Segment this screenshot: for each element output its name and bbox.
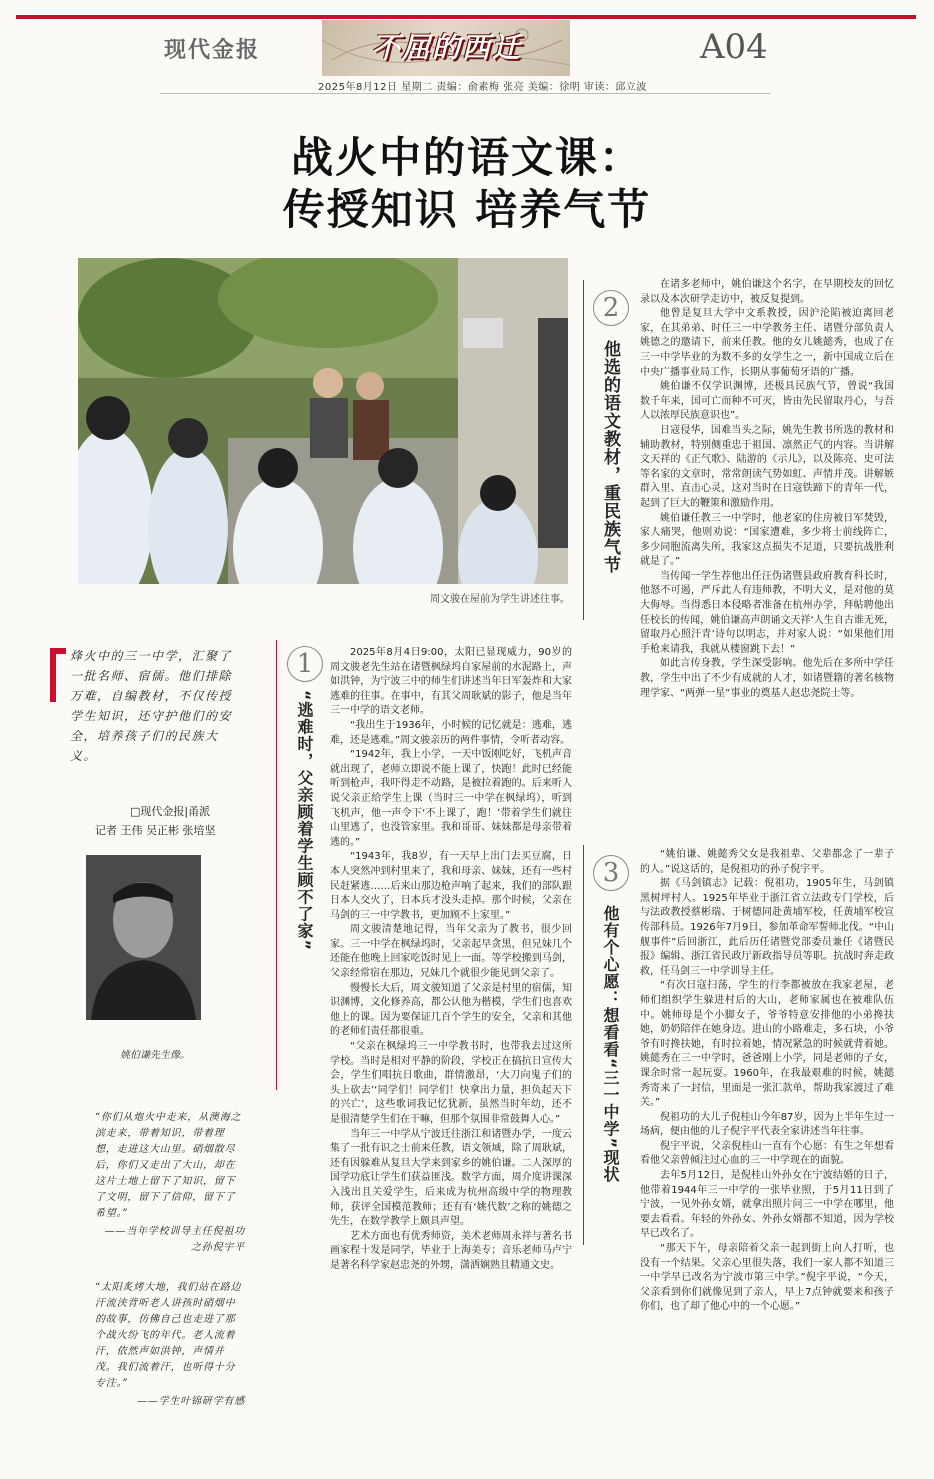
- portrait-figure: [86, 855, 201, 1020]
- quote-2: [95, 1280, 245, 1410]
- s2-paragraph: 姚伯谦任教三一中学时，他老家的住房被日军焚毁，家人痛哭，他则劝说：“国家遭难，多少将士前线阵亡，多少同胞流离失所，我家这点损失不足道，只要抗战胜利就是了。”: [640, 512, 894, 568]
- s1-paragraph: 周文骏清楚地记得，当年父亲为了教书，很少回家。三一中学在枫绿坞时，父亲起早贪黑，但兄妹几个还能在他晚上回家吃饭时见上一面。等学校搬到马剑，父亲经常宿在那边，兄妹几个就很少能见到父亲了。: [330, 924, 572, 980]
- headline-line-1: 战火中的语文课：: [290, 133, 643, 182]
- s3-paragraph: 倪祖功的大儿子倪桂山今年87岁，因为上半年生过一场病，便由他的儿子倪宇平代表全家讲述当年往事。: [640, 1111, 894, 1138]
- s3-paragraph: 据《马剑镇志》记载：倪祖功，1905年生，马剑镇黑树坪村人。1925年毕业于浙江省立法政专门学校，后与法政教授蔡彬瑞、于树德同赴黄埔军校，任黄埔军校宣传部科员。1926年7月9日，参加革命军誓师北伐。“中山舰事件”后回浙江，此后历任诸暨党部委员兼任《诸暨民报》编辑、浙江省民政厅新政指导员等职。抗战时奔走政救，任马剑三一中学训导主任。: [640, 878, 894, 977]
- s3-paragraph: “那天下午，母亲陪着父亲一起到街上向人打听，也没有一个结果。父亲心里很失落，我们一家人都不知道三一中学早已改名为宁波市第三中学。”倪宇平说，“今天，父亲看到你们就像见到了亲人，早上7点钟就要来和孩子你们，也了却了他心中的一个心愿。”: [640, 1243, 894, 1313]
- section-2-body: [640, 278, 894, 802]
- intro-corner-mark: [50, 648, 66, 702]
- section-2-number: 2: [593, 290, 629, 326]
- s3-paragraph: 去年5月12日，是倪桂山外孙女在宁波结婚的日子，他带着1944年三一中学的一张毕业照，于5月11日到了宁波，一见外孙女婿，就拿出照片问三一中学在哪里，他要去看看。年轻的外孙女、外孙女婿都不知道，因为学校早已改名了。: [640, 1170, 894, 1240]
- section-1-number: 1: [287, 646, 323, 682]
- section-1-title: “逃难时，父亲顾着学生顾不了家”: [295, 690, 314, 952]
- s2-paragraph: 如此言传身教，学生深受影响。他先后在多所中学任教，学生中出了不少有成就的人才，如诸暨籍的著名核物理学家、“两弹一星”事业的奠基人赵忠尧院士等。: [640, 658, 894, 699]
- reporters: 记者 王伟 吴正彬 张培坚: [95, 824, 216, 837]
- section-3-rule: [583, 845, 584, 1245]
- section-3-title: 他有个心愿：想看看“三一中学”现状: [601, 905, 620, 1184]
- s1-paragraph: 2025年8月4日9:00，太阳已显现威力，90岁的周文骏老先生站在诸暨枫绿坞自家屋前的水泥路上，声如洪钟，为宁波三中的师生们讲述当年日军轰炸和大家逃难的往事。在事中，有其父周耿斌的影子，他是当年三一中学的语文老师。: [330, 647, 572, 717]
- s3-paragraph: “姚伯谦、姚懿秀父女是我祖辈、父辈都念了一辈子的人。”说这话的，是倪祖功的孙子倪宇平。: [640, 849, 894, 875]
- photo-caption: 周文骏在屋前为学生讲述往事。: [430, 594, 570, 605]
- s2-paragraph: 姚伯谦不仅学识渊博，还极具民族气节，曾说“我国数千年来，国可亡而种不可灭，皆由先民留取丹心，与吾人以浓厚民族意识也”。: [640, 381, 894, 422]
- quote-1-text: “你们从炮火中走来，从澳海之滨走来，带着知识，带着理想，走进这大山里。硝烟散尽后，你们又走出了大山，却在这片土地上留下了知识，留下了文明，留下了信仰，留下了希望。”: [95, 1112, 242, 1219]
- section-3-body: [640, 848, 894, 1466]
- s2-paragraph: 日寇侵华，国难当头之际，姚先生教书所选的教材和辅助教材，特别侧重忠于祖国、凛然正气的内容。当讲解文天祥的《正气歌》、陆游的《示儿》，以及陈亮、史可法等名家的文章时，常常朗读气势如虹、声情并茂。讲解嫉群入里、直击心灵，这对当时在日寇铁蹄下的青年一代，起到了巨大的鞭策和激励作用。: [640, 424, 894, 509]
- masthead-rule: [160, 93, 770, 94]
- quote-1: [95, 1110, 245, 1256]
- section-2-title: 他选的语文教材，重民族气节: [600, 340, 620, 574]
- s2-paragraph: 当传闻一学生荐他出任汪伪诸暨县政府教育科长时，他怒不可遏，严斥此人有违师教，不明大义，是对他的莫大侮辱。当得悉日本侵略者准备在杭州办学，拜帖聘他出任校长的传闻，姚伯谦高声朗诵文天祥‘人生自古谁无死，留取丹心照汗青’诗句以明志，并对家人说：“如果他们用手枪来请我，我就从楼窗跳下去！”: [640, 570, 894, 655]
- section-3-number: 3: [593, 855, 629, 891]
- section-2-rule: [583, 280, 584, 620]
- quote-1-attribution: ——当年学校训导主任倪祖功之孙倪宇平: [104, 1226, 245, 1253]
- intro-text: 烽火中的三一中学，汇聚了一批名师、宿儒。他们排除万难，自编教材，不仅传授学生知识，还守护他们的安全，培养孩子们的民族大义。: [70, 649, 233, 763]
- section-1-rule: [276, 640, 277, 1090]
- s1-paragraph: “1942年，我上小学，一天中饭刚吃好，飞机声音就出现了，老师立即说不能上课了，快跑！此时已经能听到枪声，我吓得走不动路，是被拉着跑的。后来听人说父亲正给学生上课（当时三一中学在枫绿坞），听到飞机声，他一声令下‘不上课了，跑！’带着学生们就往山里逃了，也没管家里。我和哥哥、妹妹都是母亲带着逃的。”: [330, 749, 572, 848]
- quote-2-text: “太阳炙烤大地，我们站在路边汗流浃背听老人讲孩时硝烟中的故事，仿佛自己也走进了那个战火纷飞的年代。老人流着汗，依然声如洪钟，声情并茂。我们流着汗，也听得十分专注。”: [95, 1282, 242, 1389]
- s2-paragraph: 在诸多老师中，姚伯谦这个名字，在早期校友的回忆录以及本次研学走访中，被反复提到。: [640, 279, 894, 305]
- quote-2-attribution: ——学生叶锦研学有感: [137, 1396, 245, 1407]
- s1-paragraph: “父亲在枫绿坞三一中学教书时，也带我去过这所学校。当时是相对平静的阶段，学校正在搞抗日宣传大会，学生们唱抗日歌曲，群情激昂，‘大刀向鬼子们的头上砍去’‘同学们！同学们！快拿出力量，担负起天下的兴亡’，这些歌词我记忆犹新，虽然当时年幼，还不是很清楚学生们在干嘛，但那个氛围非常鼓舞人心。”: [330, 1041, 572, 1125]
- column-title: 不屈的西迁: [372, 31, 523, 64]
- lead-photo: [78, 258, 568, 584]
- s1-paragraph: 艺术方面也有优秀师资，美术老师周永祥与著名书画家程十发是同学，毕业于上海美专；音乐老师马卢宁是著名科学家赵忠尧的外甥，潇洒娴熟且精通文史。: [330, 1230, 572, 1271]
- s1-paragraph: “1943年，我8岁，有一天早上出门去买豆腐，日本人突然冲到村里来了，我和母亲、妹妹，还有一些村民赶紧逃……后来山那边枪声响了起来，我们的部队跟日本人交火了，日本兵才没头走掉。那个时候，父亲在马剑的三一中学教书，更加顾不上家里。”: [330, 851, 572, 921]
- portrait-caption: 姚伯谦先生像。: [120, 1050, 190, 1061]
- dateline: 2025年8月12日 星期二 责编：俞素梅 张亮 美编：徐明 审读：邱立波: [318, 82, 647, 93]
- byline: □现代金报|甬派: [130, 805, 211, 818]
- s1-paragraph: 慢慢长大后，周文骏知道了父亲是村里的宿儒，知识渊博，文化修养高，都公认他为楷模，学生们也喜欢他上的课。因为要保证几百个学生的安全，父亲和其他的老师们责任都很重。: [330, 982, 572, 1038]
- paper-name: 现代金报: [164, 37, 261, 63]
- section-1-body: [330, 646, 572, 1464]
- photo-scene: [78, 258, 568, 584]
- s3-paragraph: “有次日寇扫荡，学生的行李都被放在我家老屋，老师们组织学生躲进村后的大山，老师家属也在被难队伍中。姚师母是个小脚女子，爷爷特意安排他的小弟搀扶她，奶奶陪伴在她身边。进山的小路难走，多石块，小爷爷有时搀扶她，有时拉着她，情况紧急的时候就背着她。姚懿秀在三一中学时，爸爸刚上小学，同是老师的子女，课余时常一起玩耍。1960年，在我最艰难的时候，姚懿秀寄来了一封信，里面是一张汇款单，帮助我家渡过了难关。”: [640, 980, 894, 1109]
- page-number: A04: [700, 27, 768, 67]
- portrait-photo: [86, 855, 201, 1020]
- s1-paragraph: 当年三一中学从宁波迁往浙江和诸暨办学，一度云集了一批有识之士前来任教，语文领域，除了周耿斌，还有因躲难从复旦大学来到家乡的姚伯谦。二人深厚的国学功底让学生们获益匪浅。数学方面，周介度讲课深入浅出且关爱学生，后来成为杭州高级中学的物理教师，获评全国模范教师；还有有‘姚代数’之称的姚德之先生，在数学教学上颇具声望。: [330, 1128, 572, 1228]
- top-red-rule: [16, 15, 916, 19]
- s2-paragraph: 他曾是复旦大学中文系教授，因沪沦陷被迫离回老家，在其弟弟、时任三一中学教务主任、诸暨分部负责人姚德之的邀请下，前来任教。他的女儿姚懿秀，也成了在三一中学毕业的为数不多的女学生之一，新中国成立后在中央广播事业局工作，长期从事葡萄牙语的广播。: [640, 308, 894, 378]
- s3-paragraph: 倪宇平说，父亲倪桂山一直有个心愿：有生之年想看看他父亲曾倾注过心血的三一中学现在的面貌。: [640, 1140, 894, 1167]
- s1-paragraph: “我出生于1936年，小时候的记忆就是：逃难，逃难，还是逃难。”周文骏亲历的两件事情，令听者动容。: [330, 719, 572, 746]
- headline-line-2: 传授知识 培养气节: [282, 185, 652, 234]
